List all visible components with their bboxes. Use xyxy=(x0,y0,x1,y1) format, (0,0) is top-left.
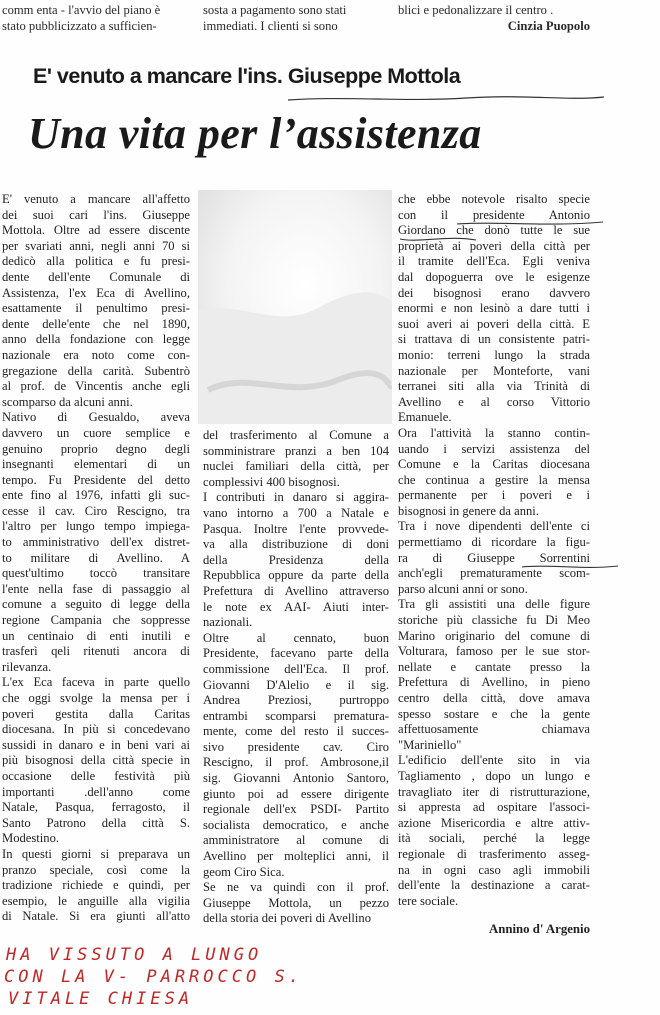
previous-article-signature: Cinzia Puopolo xyxy=(507,19,590,33)
text-line: nellate e cantate presso la xyxy=(398,659,590,674)
text-line: "Mariniello" xyxy=(398,737,462,752)
text-line: esempio, le anguille alla vigilia xyxy=(2,893,190,908)
text-line: comm enta - l'avvio del piano è xyxy=(2,3,161,17)
text-line: nazionali. xyxy=(203,615,253,630)
text-line: regione Campania che soppresse xyxy=(2,613,190,628)
text-line: giunto poi ad essere dirigente xyxy=(203,786,389,801)
text-line: cesse il cav. Ciro Rescigno, tra xyxy=(2,503,190,518)
text-line: che continua a gestire la mensa xyxy=(398,472,590,487)
text-line: ità sociali, perché la legge xyxy=(398,831,590,846)
text-line: Assistenza, l'ex Eca di Avellino, xyxy=(2,285,190,300)
text-line: E' venuto a mancare all'affetto xyxy=(2,192,190,206)
text-line: bisognosi in genere da anni. xyxy=(398,503,539,518)
text-line: l'altro per lungo tempo impiega- xyxy=(2,519,190,534)
text-line: Avellino e al corso Vittorio xyxy=(398,394,590,409)
text-line: per svariati anni, negli anni 70 si xyxy=(2,238,190,253)
text-line: uando i servizi assistenza del xyxy=(398,441,590,456)
pen-underline xyxy=(520,562,620,572)
text-line: Santo Patrono della città S. xyxy=(2,815,190,830)
article-byline: Annino d' Argenio xyxy=(489,922,590,936)
text-line: Natale, Pasqua, ferragosto, il xyxy=(2,800,190,815)
text-line: insegnanti elementari di un xyxy=(2,457,190,472)
text-line: occasione delle festività più xyxy=(2,768,190,783)
text-line: del trasferimento al Comune a xyxy=(203,428,389,442)
text-line: Oltre al cennato, buon xyxy=(203,630,389,645)
text-line: L'ex Eca faceva in parte quello xyxy=(2,675,190,690)
text-line: Mottola. Oltre ad essere discente xyxy=(2,223,190,238)
text-line: parso alcuni anni or sono. xyxy=(398,581,528,596)
article-column-1 xyxy=(2,192,190,925)
text-line: Volturara, famoso per le sue stor- xyxy=(398,644,590,659)
text-line: un centinaio di enti inutili e xyxy=(2,628,190,643)
text-line: mente, come del resto il succes- xyxy=(203,724,389,739)
text-line: poveri gestita dalla Caritas xyxy=(2,706,190,721)
text-line: ra di Giuseppe Sorrentini xyxy=(398,550,590,565)
previous-article-column-3 xyxy=(398,2,590,34)
text-line: terranei siti alla via Trinità di xyxy=(398,379,590,394)
text-line: storiche più classiche fu Di Meo xyxy=(398,613,590,628)
text-line: permettiamo di ricordare la figu- xyxy=(398,535,590,550)
text-line: Ora l'attività la stanno contin- xyxy=(398,425,590,440)
text-line: Tagliamento , dopo un lungo e xyxy=(398,768,590,783)
text-line: dente delle'ente che nel 1890, xyxy=(2,316,190,331)
text-line: sussidi in danaro e in beni vari ai xyxy=(2,737,190,752)
text-line: più bisognosi della città specie in xyxy=(2,753,190,768)
pen-underline xyxy=(286,92,606,104)
text-line: con il presidente Antonio xyxy=(398,207,590,222)
text-line: Tra i nove dipendenti dell'ente ci xyxy=(398,519,590,534)
text-line: L'edificio dell'ente sito in via xyxy=(398,753,590,768)
previous-article-column-2 xyxy=(203,2,389,34)
text-line: Rescigno, il prof. Ambrosone,il xyxy=(203,755,389,770)
text-line: anch'egli prematuramente scom- xyxy=(398,566,590,581)
text-line: Se ne va quindi con il prof. xyxy=(203,880,389,895)
text-line: Prefettura di Avellino attraverso xyxy=(203,583,389,598)
text-line: In questi giorni si preparava un xyxy=(2,846,190,861)
text-line: della storia dei poveri di Avellino xyxy=(203,911,371,926)
text-line: al prof. de Vincentis anche egli xyxy=(2,379,190,394)
text-line: che oggi svolge la mensa per i xyxy=(2,691,190,705)
text-line: tradizione richiede e quindi, per xyxy=(2,878,190,893)
text-line: dal dopoguerra ove le esigenze xyxy=(398,269,590,284)
text-line: proprietà ai poveri della città per xyxy=(398,238,590,253)
text-line: di Natale. Si era giunti all'atto xyxy=(2,909,190,924)
text-line: il tramite dell'Eca. Egli veniva xyxy=(398,254,590,269)
text-line: complessivi 400 bisognosi. xyxy=(203,474,340,489)
text-line: tempo. Fu Presidente del detto xyxy=(2,472,190,487)
text-line: affettuosamente chiamava xyxy=(398,722,590,737)
text-line: Presidente, facevano parte della xyxy=(203,646,389,661)
text-line: blici e pedonalizzare il centro . xyxy=(398,3,554,17)
text-line: centro della città, dove amava xyxy=(398,691,590,705)
handwritten-note xyxy=(0,944,660,1015)
text-line: Repubblica oppure da parte della xyxy=(203,568,389,583)
text-line: trasferì qeli ritenuti ancora di xyxy=(2,644,190,659)
text-line: geom Ciro Sica. xyxy=(203,864,285,879)
text-line: permanente per i poveri e i xyxy=(398,488,590,503)
text-line: travagliato iter di ristrutturazione, xyxy=(398,784,590,799)
text-line: rilevanza. xyxy=(2,659,52,674)
text-line: va alla distribuzione di doni xyxy=(203,537,389,552)
pen-underline xyxy=(455,219,605,229)
text-line: nazionale era noto come con- xyxy=(2,347,190,362)
text-line: Avellino per molteplici anni, il xyxy=(203,849,389,864)
text-line: to amministrativo dell'ex distret- xyxy=(2,535,190,550)
handwritten-line: HA VISSUTO A LUNGO xyxy=(6,945,263,965)
text-line: amministratore al comune di xyxy=(203,833,389,848)
text-line: sig. Giovanni Antonio Santoro, xyxy=(203,771,389,786)
text-line: socialista democratico, e anche xyxy=(203,817,389,832)
article-photo xyxy=(198,190,392,424)
text-line: gregazione della carità. Subentrò xyxy=(2,363,190,378)
previous-article-column-1 xyxy=(2,2,190,34)
text-line: regionale di trasferimento asseg- xyxy=(398,846,590,861)
text-line: Giuseppe Mottola, un pezzo xyxy=(203,895,389,910)
text-line: dell'ente la destinazione a carat- xyxy=(398,878,590,893)
text-line: sosta a pagamento sono stati xyxy=(203,3,347,17)
text-line: Giordano che donò tutte le sue xyxy=(398,223,590,238)
text-line: le note ex AAI- Aiuti inter- xyxy=(203,599,389,614)
text-line: Tra gli assistiti una delle figure xyxy=(398,597,590,612)
text-line: Comune e la Caritas diocesana xyxy=(398,457,590,472)
text-line: suoi averi ai poveri della città. E xyxy=(398,316,590,331)
text-line: commissione dell'Eca. Il prof. xyxy=(203,661,389,676)
text-line: Andrea Preziosi, purtroppo xyxy=(203,693,389,708)
text-line: pranzo speciale, così come la xyxy=(2,862,190,877)
text-line: si appresta ad ospitare l'associ- xyxy=(398,800,590,815)
text-line: to militare di Avellino. A xyxy=(2,550,190,565)
text-line: sivo presidente cav. Ciro xyxy=(203,739,389,754)
text-line: l'ente nella fase di passaggio al xyxy=(2,581,190,596)
text-line: si trattava di un consistente patri- xyxy=(398,332,590,347)
article-kicker: E' venuto a mancare l'ins. Giuseppe Mottola xyxy=(33,64,461,88)
text-line: entrambi scomparsi prematura- xyxy=(203,708,389,723)
text-line: comune a seguito di legge della xyxy=(2,597,190,612)
text-line: dente dell'ente Comunale di xyxy=(2,269,190,284)
text-line: nuclei familiari della città, per xyxy=(203,459,389,474)
text-line: che ebbe notevole risalto specie xyxy=(398,192,590,206)
text-line: stato pubblicizzato a sufficien- xyxy=(2,19,157,33)
text-line: tere sociale. xyxy=(398,893,459,908)
text-line: regionale dell'ex PSDI- Partito xyxy=(203,802,389,817)
text-line: enormi e non lesinò a dare tutti i xyxy=(398,301,590,316)
pen-underline xyxy=(398,233,478,245)
text-line: nazionale per Monteforte, vani xyxy=(398,363,590,378)
article-column-2 xyxy=(203,428,389,927)
text-line: monio: terreni lungo la strada xyxy=(398,347,590,362)
article-column-3 xyxy=(398,192,590,909)
handwritten-line: VITALE CHIESA xyxy=(8,989,194,1009)
text-line: esattamente il penultimo presi- xyxy=(2,301,190,316)
text-line: I contributi in danaro si aggira- xyxy=(203,490,389,505)
text-line: dei bisognosi erano davvero xyxy=(398,285,590,300)
text-line: diocesana. In più si concedevano xyxy=(2,722,190,737)
text-line: importanti .dell'anno come xyxy=(2,784,190,799)
article-headline: Una vita per l’assistenza xyxy=(28,109,482,158)
text-line: Emanuele. xyxy=(398,410,452,425)
text-line: davvero un cuore semplice e xyxy=(2,425,190,440)
text-line: scomparso da alcuni anni. xyxy=(2,394,133,409)
text-line: Modestino. xyxy=(2,831,60,846)
text-line: na in ogni caso agli immobili xyxy=(398,862,590,877)
handwritten-line: CON LA V- PARROCCO S. xyxy=(4,967,303,987)
text-line: spesso sostare e che la gente xyxy=(398,706,590,721)
text-line: della Presidenza della xyxy=(203,552,389,567)
text-line: Pasqua. Inoltre l'ente provvede- xyxy=(203,521,389,536)
text-line: dedicò alla politica e fu presi- xyxy=(2,254,190,269)
text-line: genuino proprio degno degli xyxy=(2,441,190,456)
text-line: vano intorno a 700 a Natale e xyxy=(203,505,389,520)
text-line: immediati. I clienti si sono xyxy=(203,19,338,33)
text-line: Marino originario del comune di xyxy=(398,628,590,643)
text-line: somministrare pranzi a ben 104 xyxy=(203,443,389,458)
text-line: anno della fondazione con legge xyxy=(2,332,190,347)
text-line: azione Misericordia e altre attiv- xyxy=(398,815,590,830)
text-line: ente fino al 1976, infatti gli suc- xyxy=(2,488,190,503)
text-line: Nativo di Gesualdo, aveva xyxy=(2,410,190,425)
text-line: dei suoi cari l'ins. Giuseppe xyxy=(2,207,190,222)
text-line: Giovanni D'Alelio e il sig. xyxy=(203,677,389,692)
text-line: quest'ultimo toccò transitare xyxy=(2,566,190,581)
text-line: Prefettura di Avellino, in pieno xyxy=(398,675,590,690)
